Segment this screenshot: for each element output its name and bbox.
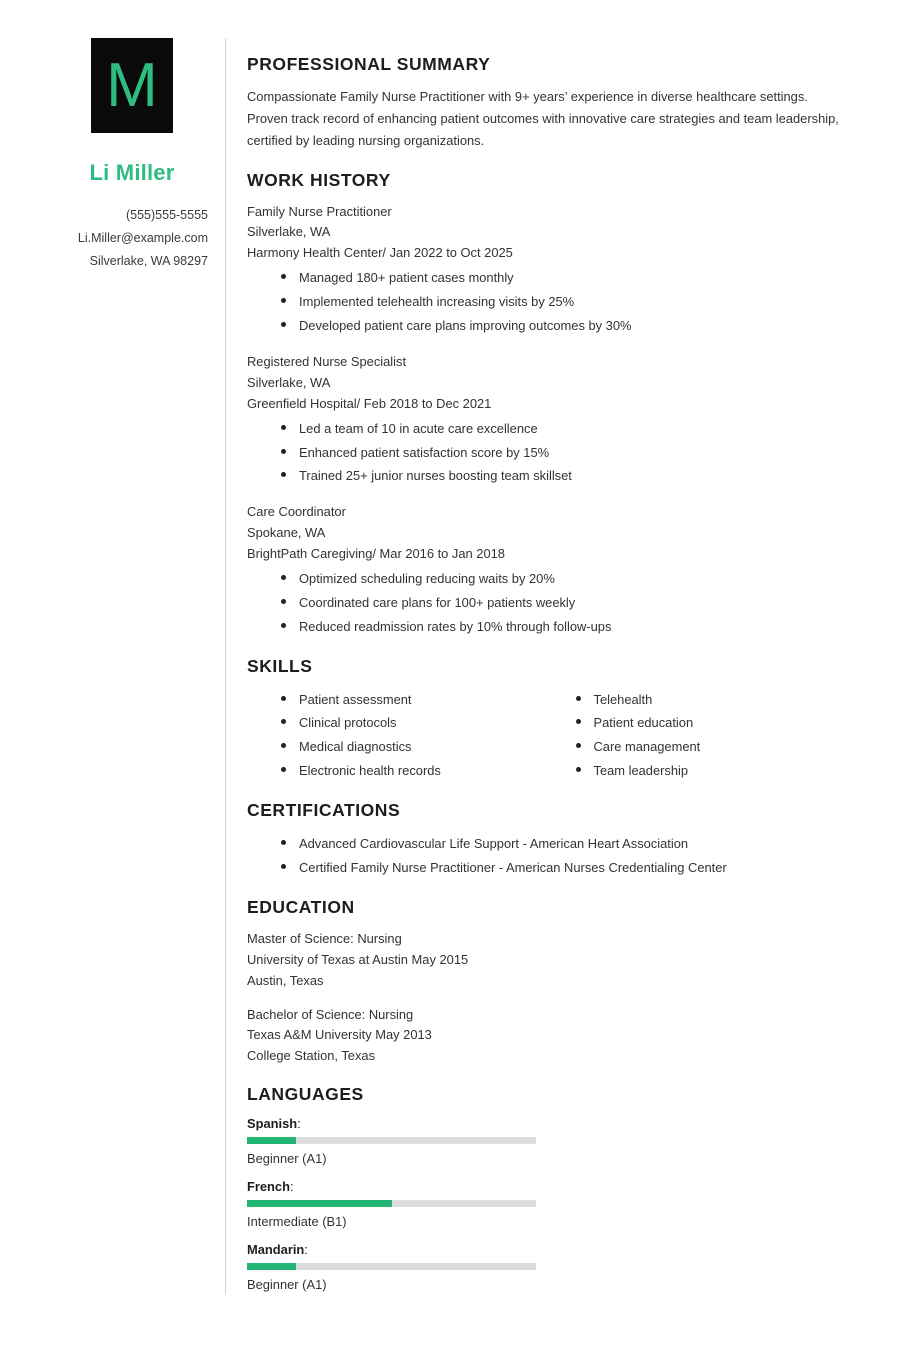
language-item (247, 1242, 536, 1292)
education-degree: Master of Science: Nursing (247, 930, 402, 946)
skill-item: Care management (574, 735, 845, 759)
language-name-text: Spanish (247, 1116, 298, 1132)
column-divider (225, 38, 226, 1295)
resume-main (226, 38, 844, 1350)
contact-email: Li.Miller@example.com (77, 230, 208, 245)
section-languages (247, 1084, 844, 1305)
skill-item: Medical diagnostics (279, 735, 546, 759)
job-entry (247, 202, 844, 338)
job-employer-dates: Harmony Health Center/ Jan 2022 to Oct 2025 (247, 245, 513, 261)
language-name-colon: : (289, 1179, 294, 1195)
section-work-history (247, 170, 844, 639)
language-name (247, 1116, 536, 1131)
skill-item: Patient assessment (279, 688, 546, 712)
language-name-colon: : (304, 1242, 308, 1258)
job-employer-dates: BrightPath Caregiving/ Mar 2016 to Jan 2018 (247, 546, 505, 562)
job-bullet-list (247, 266, 844, 338)
education-entry (247, 929, 844, 992)
section-certifications (247, 800, 844, 880)
education-entry (247, 1005, 844, 1068)
skill-item: Clinical protocols (279, 711, 546, 735)
languages-grid (247, 1116, 844, 1305)
language-proficiency-track (247, 1137, 536, 1144)
skills-column-left (247, 688, 546, 784)
language-proficiency-fill (247, 1263, 296, 1270)
section-title-certifications: CERTIFICATIONS (247, 800, 401, 821)
job-bullet: Optimized scheduling reducing waits by 20% (279, 567, 844, 591)
summary-paragraph: Compassionate Family Nurse Practitioner with 9+ years’ experience in diverse healthcare settings. Proven track record of enhancing patient outcomes with innovative care strategies and team leadership, certified by leading nursing organizations. (247, 89, 839, 149)
job-entry (247, 502, 844, 638)
contact-location: Silverlake, WA 98297 (89, 253, 208, 268)
language-proficiency-fill (247, 1200, 392, 1207)
certification-item: Certified Family Nurse Practitioner - American Nurses Credentialing Center (279, 856, 844, 880)
job-location: Silverlake, WA (247, 224, 331, 240)
skill-item: Patient education (574, 711, 845, 735)
section-title-summary: PROFESSIONAL SUMMARY (247, 54, 491, 74)
skill-item: Telehealth (574, 688, 845, 712)
skills-column-right (546, 688, 845, 784)
certifications-list (247, 832, 844, 880)
language-level: Intermediate (B1) (247, 1214, 347, 1230)
job-bullet: Trained 25+ junior nurses boosting team skillset (279, 464, 844, 488)
section-title-languages: LANGUAGES (247, 1084, 364, 1105)
education-location: Austin, Texas (247, 972, 324, 988)
job-bullet-list (247, 567, 844, 639)
job-bullet-list (247, 417, 844, 489)
skill-item: Electronic health records (279, 759, 546, 783)
contact-phone: (555)555-5555 (125, 208, 208, 222)
language-name-colon: : (297, 1116, 301, 1132)
language-name-text: Mandarin (247, 1242, 305, 1258)
monogram-initial: M (91, 38, 173, 133)
education-school: University of Texas at Austin May 2015 (247, 951, 469, 967)
job-title: Family Nurse Practitioner (247, 203, 392, 219)
job-bullet: Coordinated care plans for 100+ patients weekly (279, 591, 844, 615)
education-degree: Bachelor of Science: Nursing (247, 1006, 414, 1022)
job-bullet: Implemented telehealth increasing visits by 25% (279, 290, 844, 314)
job-bullet: Developed patient care plans improving outcomes by 30% (279, 314, 844, 338)
job-title: Care Coordinator (247, 504, 346, 520)
job-bullet: Enhanced patient satisfaction score by 15% (279, 441, 844, 465)
candidate-name: Li Miller (89, 160, 175, 185)
language-proficiency-track (247, 1263, 536, 1270)
job-title: Registered Nurse Specialist (247, 353, 407, 369)
resume-sidebar (56, 38, 226, 1350)
section-title-work-history: WORK HISTORY (247, 169, 391, 190)
language-proficiency-fill (247, 1137, 296, 1144)
job-bullet: Reduced readmission rates by 10% through follow-ups (279, 615, 844, 639)
language-proficiency-track (247, 1200, 536, 1207)
language-name (247, 1242, 536, 1257)
section-title-education: EDUCATION (247, 896, 355, 917)
monogram-wrapper (56, 38, 208, 133)
language-level: Beginner (A1) (247, 1277, 327, 1293)
language-item (247, 1116, 536, 1166)
education-location: College Station, Texas (247, 1048, 376, 1064)
section-skills (247, 656, 844, 784)
contact-block (56, 204, 208, 272)
skill-item: Team leadership (574, 759, 845, 783)
section-education (247, 897, 844, 1067)
section-professional-summary (247, 54, 844, 153)
language-name (247, 1179, 536, 1194)
section-title-skills: SKILLS (247, 655, 313, 676)
job-bullet: Managed 180+ patient cases monthly (279, 266, 844, 290)
certification-item: Advanced Cardiovascular Life Support - American Heart Association (279, 832, 844, 856)
language-level: Beginner (A1) (247, 1151, 327, 1167)
language-name-text: French (247, 1179, 290, 1195)
job-entry (247, 352, 844, 488)
language-item (247, 1179, 536, 1229)
job-location: Silverlake, WA (247, 374, 331, 390)
job-employer-dates: Greenfield Hospital/ Feb 2018 to Dec 2021 (247, 395, 492, 411)
job-bullet: Led a team of 10 in acute care excellence (279, 417, 844, 441)
skills-grid (247, 688, 844, 784)
job-location: Spokane, WA (247, 525, 326, 541)
education-school: Texas A&M University May 2013 (247, 1027, 432, 1043)
